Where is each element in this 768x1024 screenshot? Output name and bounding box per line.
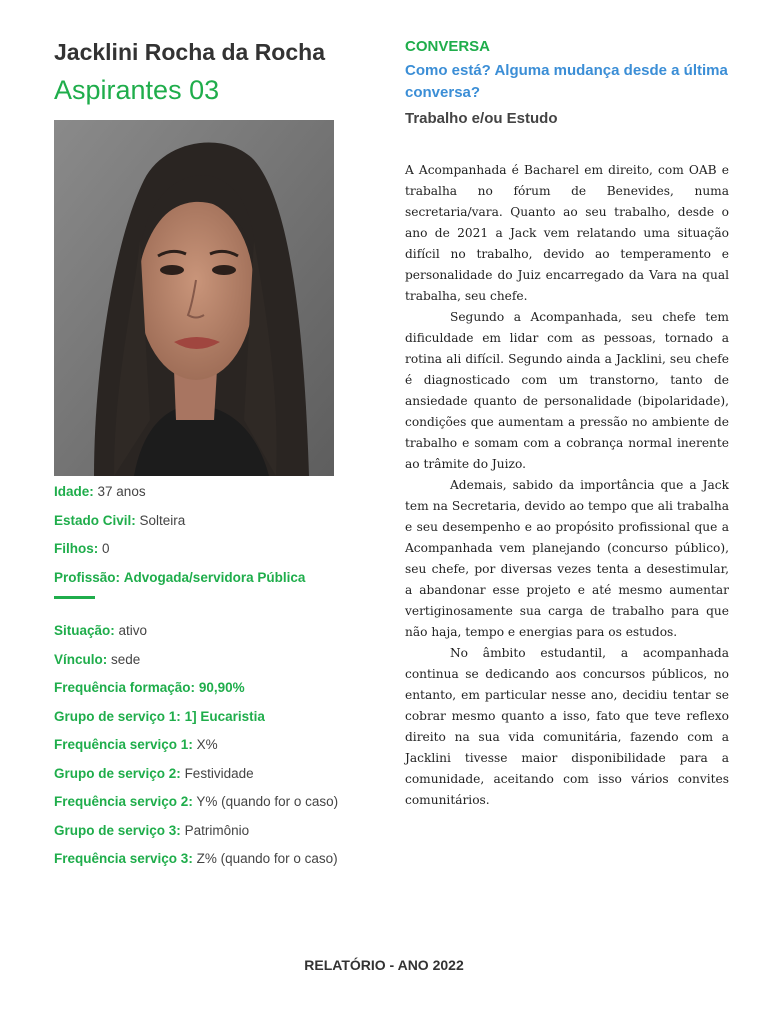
field-label: Frequência serviço 3: — [54, 851, 193, 866]
field-value: sede — [111, 651, 141, 667]
field-label: Vínculo: — [54, 651, 108, 667]
field-estado-civil — [54, 511, 374, 531]
field-value: X% — [196, 737, 218, 752]
field-vinculo — [54, 650, 374, 670]
field-value: Solteira — [139, 512, 186, 528]
field-frequencia-servico-2 — [54, 792, 374, 812]
profile-column — [54, 36, 374, 878]
field-label: Idade: — [54, 484, 94, 499]
field-frequencia-servico-3 — [54, 849, 374, 869]
field-value: Festividade — [184, 765, 254, 781]
section-title: CONVERSA — [405, 38, 491, 55]
field-label: Frequência formação: — [54, 680, 196, 695]
field-frequencia-formacao — [54, 678, 374, 698]
field-filhos — [54, 539, 374, 559]
paragraph: A Acompanhada é Bacharel em direito, com OAB e trabalha no fórum de Benevides, numa secretaria/vara. Quanto ao seu trabalho, desde o ano de 2021 a Jack vem relatando uma situação difícil no trabalho, devido ao temperamento e personalidade do Juiz encarregado da Vara na qual trabalha, seu chefe. — [405, 163, 729, 303]
paragraph: Ademais, sabido da importância que a Jack tem na Secretaria, devido ao tempo que ali trabalha e seu desempenho e ao propósito profissional que a Acompanhada vem planejando (concurso público), seu chefe, por diversas vezes tenta a desestimular, a abandonar esse projeto e até mesmo aumentar vertiginosamente sua carga de trabalho para que não haja, tempo e energias para os estudos. — [405, 478, 729, 639]
field-situacao — [54, 621, 374, 641]
field-label: Grupo de serviço 1: — [54, 708, 181, 724]
profile-fields — [54, 482, 374, 869]
conversation-question: Como está? Alguma mudança desde a última conversa? — [405, 62, 728, 101]
field-value: Y% (quando for o caso) — [196, 794, 339, 809]
field-label: Profissão: — [54, 569, 121, 585]
field-value: 0 — [102, 541, 110, 556]
field-label: Filhos: — [54, 541, 99, 556]
field-value: Advogada/servidora Pública — [123, 569, 306, 585]
field-value: Z% (quando for o caso) — [196, 851, 338, 866]
field-profissao — [54, 568, 374, 588]
field-label: Grupo de serviço 3: — [54, 822, 181, 838]
person-name: Jacklini Rocha da Rocha — [54, 39, 325, 65]
section-divider — [54, 596, 95, 599]
section-subtitle: Trabalho e/ou Estudo — [405, 110, 558, 127]
conversation-body — [405, 160, 729, 811]
group-name: Aspirantes 03 — [54, 75, 220, 105]
field-value: 1] Eucaristia — [184, 708, 265, 724]
field-value: ativo — [118, 623, 148, 638]
field-label: Frequência serviço 1: — [54, 737, 193, 752]
field-value: 37 anos — [97, 484, 146, 499]
report-footer: RELATÓRIO - ANO 2022 — [304, 957, 464, 973]
field-grupo-servico-2 — [54, 764, 374, 784]
field-grupo-servico-3 — [54, 821, 374, 841]
portrait-illustration — [54, 120, 334, 476]
conversa-column — [405, 36, 729, 811]
field-label: Estado Civil: — [54, 512, 136, 528]
field-idade — [54, 482, 374, 502]
paragraph: No âmbito estudantil, a acompanhada continua se dedicando aos concursos públicos, no entanto, em particular nesse ano, decidiu tentar se cobrar mesmo quanto a isso, fato que teve reflexo direito na sua vida comunitária, fazendo com a Jacklini tivesse maior disponibilidade para a comunidade, aceitando com isso vários convites comunitários. — [405, 646, 729, 807]
field-label: Grupo de serviço 2: — [54, 765, 181, 781]
field-value: 90,90% — [198, 680, 245, 695]
paragraph: Segundo a Acompanhada, seu chefe tem dificuldade em lidar com as pessoas, tornado a rotina ali difícil. Segundo ainda a Jacklini, seu chefe é diagnosticado com um transtorno, tanto de ansiedade quanto de personalidade (bipolaridade), condições que aumentam a pressão no ambiente de trabalho e somam com a cobrança normal inerente ao trâmite do Juizo. — [405, 310, 729, 471]
field-label: Situação: — [54, 623, 115, 638]
field-frequencia-servico-1 — [54, 735, 374, 755]
field-value: Patrimônio — [184, 822, 250, 838]
profile-photo — [54, 120, 334, 476]
field-label: Frequência serviço 2: — [54, 794, 193, 809]
field-grupo-servico-1 — [54, 707, 374, 727]
